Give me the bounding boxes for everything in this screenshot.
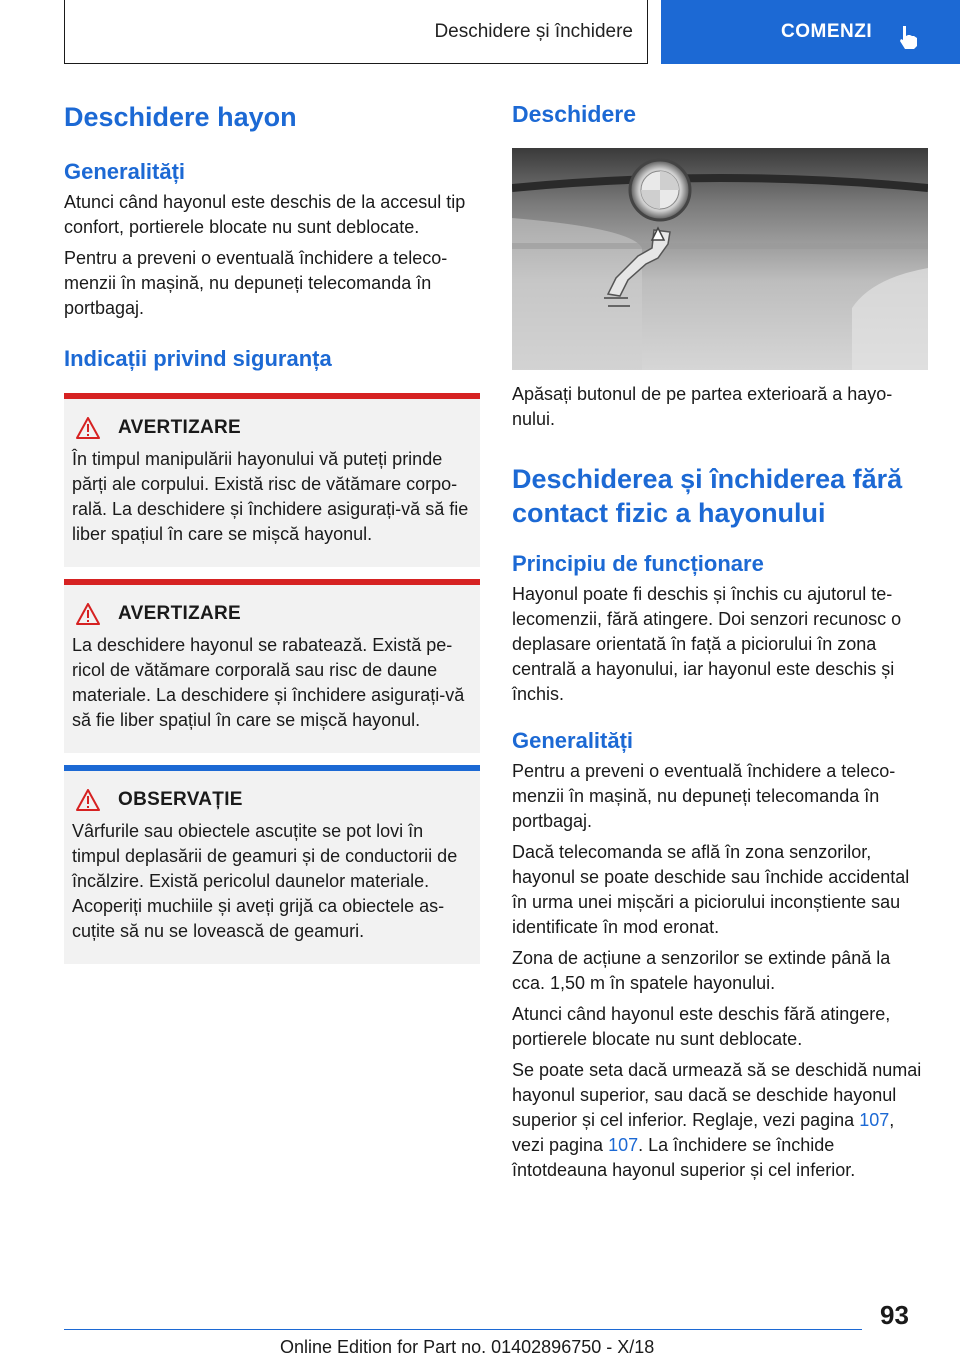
general-paragraph-2: Dacă telecomanda se află în zona senzorilor, hayonul se poate deschide sau închide accidental în urma unei mișcări a piciorului inconștiente sau identificate în mod eronat. — [512, 842, 910, 937]
left-column — [64, 100, 480, 964]
safety-heading: Indicații privind siguranța — [64, 346, 332, 371]
note-title: OBSERVAȚIE — [118, 789, 243, 810]
warning-text: În timpul manipulării hayonului vă puteți prinde părți ale corpului. Există risc de vătămare corporală. La deschidere și închidere asigurați-vă să fie liber spațiul în care se mișcă hayonul. — [72, 449, 469, 544]
general-paragraph-5 — [512, 1058, 928, 1183]
principle-heading: Principiu de funcționare — [512, 551, 764, 576]
warning-triangle-icon — [76, 603, 100, 625]
warning-box — [64, 579, 480, 753]
page-link-107[interactable]: 107 — [859, 1110, 890, 1130]
warning-triangle-icon — [76, 417, 100, 439]
warning-triangle-icon — [76, 789, 100, 811]
section-title: Deschidere și închidere — [434, 20, 633, 42]
footer-divider — [64, 1329, 862, 1330]
open-heading: Deschidere — [512, 101, 637, 127]
principle-text: Hayonul poate fi deschis și închis cu ajutorul telecomenzii, fără atingere. Doi senzori recunosc o deplasare orientată în față a piciorului în zona centrală a hayonului, iar hayonul este deschis și închis. — [512, 584, 902, 704]
general-paragraph-4: Atunci când hayonul este deschis fără atingere, portierele blocate nu sunt deblocate. — [512, 1004, 891, 1049]
paragraph-text: . La închidere se închide întotdeauna hayonul superior și cel inferior. — [512, 1135, 856, 1180]
paragraph-text: Se poate seta dacă urmează să se deschidă numai hayonul superior, sau dacă se deschide hayonul superior și cel inferior. Reglaje, vezi pagina — [512, 1060, 922, 1130]
warning-box — [64, 393, 480, 567]
warning-title: AVERTIZARE — [118, 603, 241, 624]
page-title: Deschidere hayon — [64, 102, 297, 132]
general-paragraph-1: Atunci când hayonul este deschis de la accesul tip confort, portierele blocate nu sunt deblocate. — [64, 192, 466, 237]
warning-text: La deschidere hayonul se rabatează. Există pericol de vătămare corporală sau risc de daune materiale. La deschidere și închidere asigurați-vă să fie liber spațiul în care se mișcă hayonul. — [72, 635, 465, 730]
tailgate-button-photo — [512, 148, 928, 370]
chapter-tab[interactable] — [661, 0, 960, 64]
general-heading-right: Generalități — [512, 728, 634, 753]
general-heading: Generalități — [64, 159, 186, 184]
chapter-title: COMENZI — [781, 21, 873, 42]
open-caption: Apăsați butonul de pe partea exterioară a hayonului. — [512, 384, 893, 429]
right-column — [512, 100, 928, 1183]
general-paragraph-1: Pentru a preveni o eventuală închidere a telecomenzii în mașină, nu depuneți telecomanda în portbagaj. — [512, 761, 896, 831]
note-box — [64, 765, 480, 964]
edition-footer: Online Edition for Part no. 01402896750 - X/18 — [280, 1337, 655, 1357]
general-paragraph-3: Zona de acțiune a senzorilor se extinde până la cca. 1,50 m în spatele hayonului. — [512, 948, 891, 993]
note-text: Vârfurile sau obiectele ascuțite se pot lovi în timpul deplasării de geamuri și de conductorii de încălzire. Există pericolul daunelor materiale. Acoperiți muchiile și aveți grijă ca obiectele ascuțite să nu se lovească de geamuri. — [72, 821, 458, 941]
paragraph-text: , vezi pagina — [512, 1110, 895, 1155]
warning-title: AVERTIZARE — [118, 417, 241, 438]
contactless-title: Deschiderea și închiderea fără contact fizic a hayonului — [512, 464, 903, 528]
page-link-107[interactable]: 107 — [608, 1135, 639, 1155]
general-paragraph-2: Pentru a preveni o eventuală închidere a telecomenzii în mașină, nu depuneți telecomanda în portbagaj. — [64, 248, 448, 318]
hand-pointer-icon — [897, 24, 919, 50]
page-number: 93 — [880, 1300, 909, 1330]
running-header-section — [64, 0, 648, 64]
